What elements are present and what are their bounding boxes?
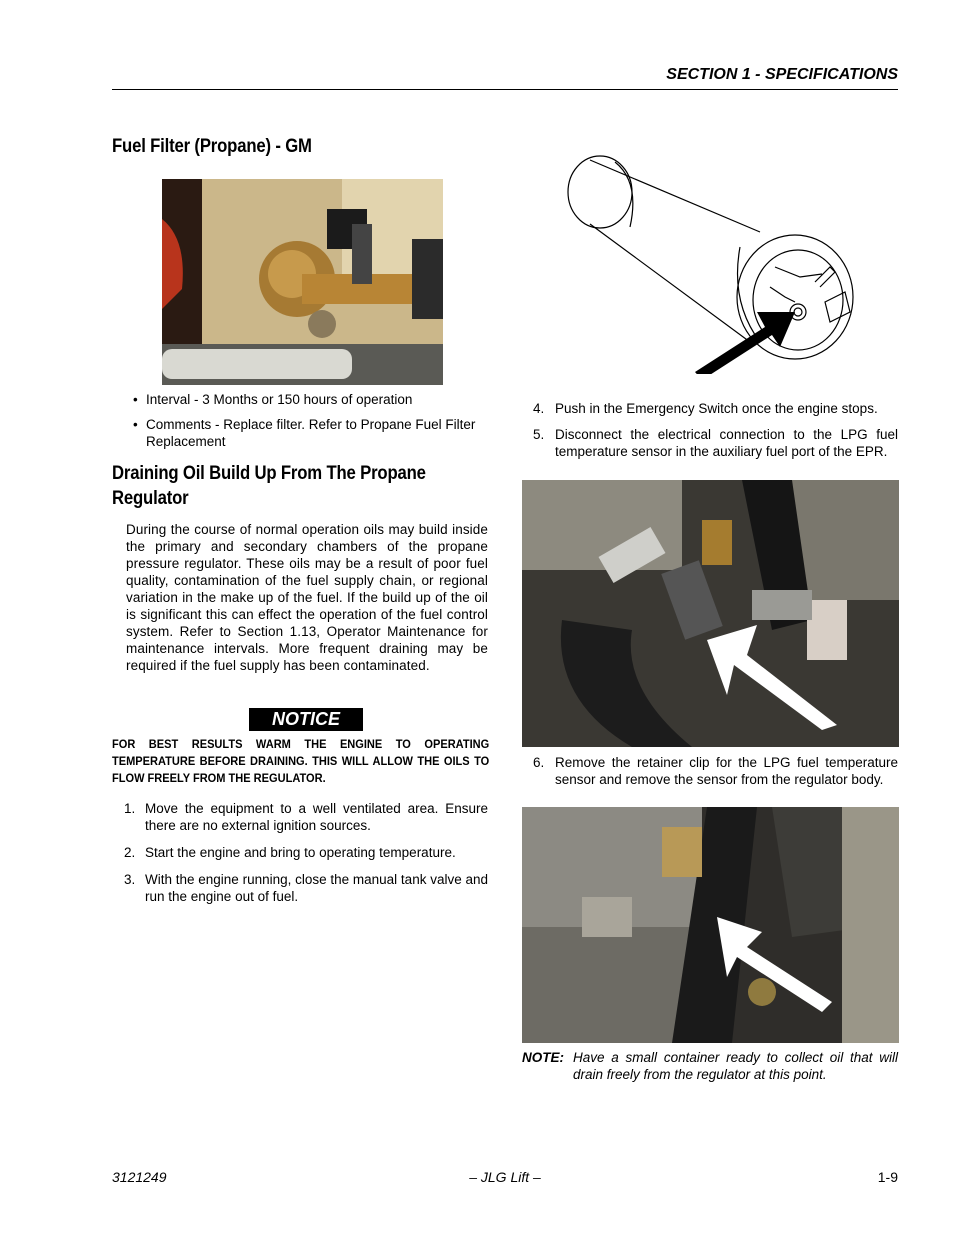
step-item bbox=[533, 754, 898, 788]
bullet-dot: • bbox=[133, 392, 138, 407]
step-text: With the engine running, close the manual tank valve and run the engine out of fuel. bbox=[145, 872, 488, 904]
step-item bbox=[124, 800, 488, 834]
regulator-line-drawing bbox=[560, 152, 860, 374]
note-label: NOTE: bbox=[522, 1050, 564, 1065]
step-text: Remove the retainer clip for the LPG fuel temperature sensor and remove the sensor from the regulator body. bbox=[555, 755, 898, 787]
step-text: Disconnect the electrical connection to the LPG fuel temperature sensor in the auxiliary fuel port of the EPR. bbox=[555, 427, 898, 459]
notice-text: FOR BEST RESULTS WARM THE ENGINE TO OPERATING TEMPERATURE BEFORE DRAINING. THIS WILL ALLOW THE OILS TO FLOW FREELY FROM THE REGULATOR. bbox=[112, 737, 490, 785]
step-text: Push in the Emergency Switch once the engine stops. bbox=[555, 401, 878, 416]
step-number: 2. bbox=[124, 845, 136, 860]
bullet-item bbox=[133, 391, 493, 408]
bullet-text: Interval - 3 Months or 150 hours of operation bbox=[146, 392, 413, 407]
step-text: Start the engine and bring to operating temperature. bbox=[145, 845, 456, 860]
fuel-filter-photo bbox=[162, 179, 443, 385]
fuel-filter-heading: Fuel Filter (Propane) - GM bbox=[112, 136, 312, 157]
step-item bbox=[124, 844, 484, 861]
bullet-dot: • bbox=[133, 417, 138, 432]
notice-label: NOTICE bbox=[249, 708, 363, 731]
step-item bbox=[533, 400, 893, 417]
intro-paragraph: During the course of normal operation oils may build inside the primary and secondary chambers of the propane pressure regulator. These oils may be a result of poor fuel quality, contamination of the fuel supply chain, or regional variation in the make up of the fuel. If the build up of the oil is significant this can effect the operation of the fuel control system. Refer to Section 1.13, Operator Maintenance for maintenance intervals. More frequent draining may be required if the fuel supply has been contaminated. bbox=[126, 522, 488, 673]
footer-page-number: 1-9 bbox=[877, 1169, 898, 1185]
sensor-connector-photo bbox=[522, 480, 899, 747]
bullet-text: Comments - Replace filter. Refer to Propane Fuel Filter Replacement bbox=[146, 417, 476, 449]
section-header: SECTION 1 - SPECIFICATIONS bbox=[666, 66, 898, 83]
step-number: 1. bbox=[124, 801, 136, 816]
draining-heading-line2: Regulator bbox=[112, 488, 189, 509]
step-number: 6. bbox=[533, 755, 545, 770]
step-number: 4. bbox=[533, 401, 545, 416]
retainer-clip-photo bbox=[522, 807, 899, 1043]
step-text: Move the equipment to a well ventilated area. Ensure there are no external ignition sources. bbox=[145, 801, 488, 833]
step-number: 3. bbox=[124, 872, 136, 887]
step-item bbox=[124, 871, 488, 905]
step-number: 5. bbox=[533, 427, 545, 442]
bullet-item bbox=[133, 416, 493, 450]
footer-doc-number: 3121249 bbox=[112, 1169, 167, 1185]
step-item bbox=[533, 426, 898, 460]
draining-heading-line1: Draining Oil Build Up From The Propane bbox=[112, 463, 426, 484]
footer-center: – JLG Lift – bbox=[469, 1169, 541, 1185]
note-text: Have a small container ready to collect oil that will drain freely from the regulator at this point. bbox=[573, 1050, 898, 1082]
header-rule bbox=[112, 89, 898, 90]
